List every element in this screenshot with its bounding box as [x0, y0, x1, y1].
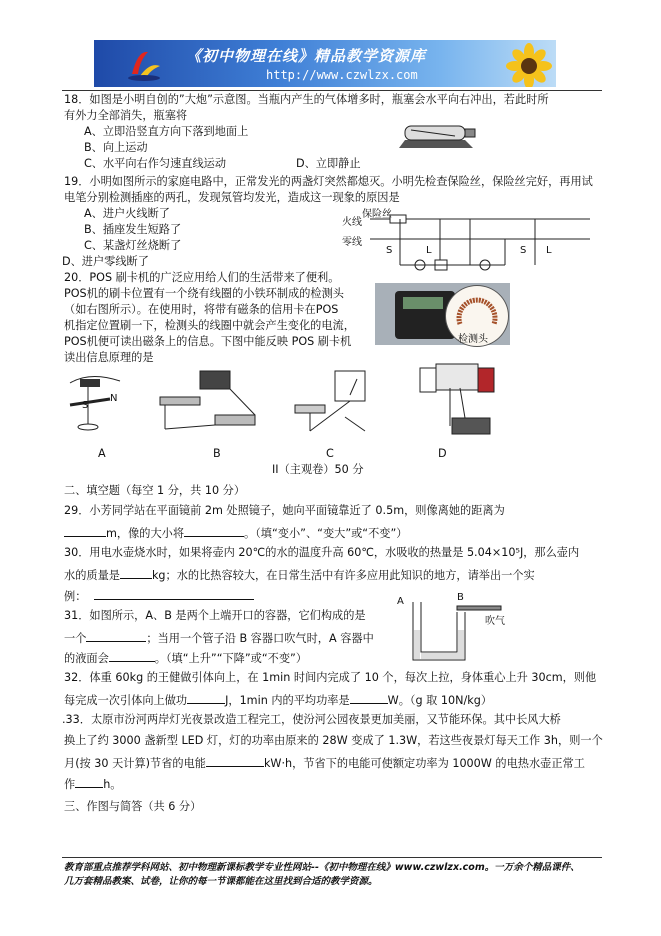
- q19-option-a: A、进户火线断了: [84, 207, 170, 220]
- q31-line2: [64, 630, 374, 646]
- q18-option-d: D、立即静止: [296, 157, 361, 170]
- banner-url: http://www.czwlzx.com: [266, 68, 418, 82]
- q32-blank-1[interactable]: [187, 692, 225, 704]
- q29-line1: 29．小芳同学站在平面镜前 2m 处照镜子，她向平面镜靠近了 0.5m，则像离她的距离为: [64, 504, 505, 517]
- q20-line5: POS机便可读出磁条上的信息。下图中能反映 POS 刷卡机: [64, 335, 352, 348]
- q30-line3: [64, 588, 254, 604]
- coil-icon: [454, 294, 500, 330]
- option-b-figure: [155, 365, 270, 440]
- option-c-figure: [285, 365, 380, 440]
- q20-line2: POS机的刷卡位置有一个绕有线圈的小铁环制成的检测头: [64, 287, 344, 300]
- q30-blank-2[interactable]: [94, 588, 254, 600]
- fuse-label: 保险丝: [362, 209, 392, 220]
- q32-line2-a: 每完成一次引体向上做功: [64, 694, 188, 707]
- footer-line2: 几万套精品教案、试卷，让你的每一节课都能在这里找到合适的教学资源。: [64, 876, 378, 887]
- header-banner: [94, 40, 556, 87]
- switch-label-2: S: [520, 245, 527, 256]
- detector-label: 检测头: [458, 334, 488, 345]
- q31-line2-b: ；当用一个管子沿 B 容器口吹气时，A 容器中: [146, 632, 374, 645]
- q31-line3-a: 的液面会: [64, 652, 109, 665]
- q31-line3-b: 。（填“上升”“下降”或“不变”）: [154, 652, 308, 665]
- q32-line2-c: W。（g 取 10N/kg）: [387, 694, 493, 707]
- footer-line1: 教育部重点推荐学科网站、初中物理新课标教学专业性网站--《初中物理在线》www.czwlzx.com。一万余个精品课件、: [64, 862, 580, 873]
- q30-line2: [64, 567, 535, 583]
- blow-label: 吹气: [485, 616, 505, 627]
- q19-option-c: C、某盏灯丝烧断了: [84, 239, 182, 252]
- q31-blank-2[interactable]: [109, 650, 155, 662]
- q19-stem-line2: 电笔分别检测插座的两孔，发现氖管均发光，造成这一现象的原因是: [64, 191, 400, 204]
- q31-line1: 31．如图所示，A、B 是两个上端开口的容器，它们构成的是: [64, 609, 366, 622]
- pole-n: N: [110, 393, 118, 404]
- vessel-b-label: B: [457, 592, 464, 603]
- banner-title: 《初中物理在线》精品教学资源库: [186, 47, 427, 65]
- pole-s: S: [82, 400, 89, 411]
- q32-blank-2[interactable]: [350, 692, 388, 704]
- lamp-label: L: [426, 245, 432, 256]
- q30-line1: 30．用电水壶烧水时，如果将壶内 20℃的水的温度升高 60℃，水吸收的热量是 5.04×10⁵J，那么壶内: [64, 546, 580, 559]
- q33-line3: [64, 755, 585, 771]
- section3-heading: 三、作图与简答（共 6 分）: [64, 800, 202, 813]
- lamp-label-2: L: [546, 245, 552, 256]
- option-a-figure: [60, 365, 150, 440]
- q30-blank-1[interactable]: [120, 567, 152, 579]
- q19-stem-line1: 19．小明如图所示的家庭电路中，正常发光的两盏灯突然都熄灭。小明先检查保险丝，保险丝完好，再用试: [64, 175, 593, 188]
- switch-label: S: [386, 245, 393, 256]
- q19-option-b: B、插座发生短路了: [84, 223, 182, 236]
- q20-line1: 20．POS 刷卡机的广泛应用给人们的生活带来了便利。: [64, 271, 340, 284]
- q19-option-d: D、进户零线断了: [62, 255, 149, 268]
- option-c-label: C: [326, 447, 334, 460]
- header-rule: [62, 90, 602, 91]
- q29-line2: [64, 525, 407, 541]
- q33-line3-a: 月(按 30 天计算)节省的电能: [64, 757, 206, 770]
- q18-option-a: A、立即沿竖直方向下落到地面上: [84, 125, 249, 138]
- q20-line4: 机指定位置刷一下，检测头的线圈中就会产生变化的电流，: [64, 319, 355, 332]
- q31-line3: [64, 650, 307, 666]
- live-wire-label: 火线: [342, 217, 362, 228]
- q18-option-c: C、水平向右作匀速直线运动: [84, 157, 227, 170]
- option-d-label: D: [438, 447, 447, 460]
- q33-line1: .33．太原市汾河两岸灯光夜景改造工程完工，使汾河公园夜景更加美丽，又节能环保。其中长风大桥: [62, 713, 561, 726]
- q30-line2-b: kg；水的比热容较大，在日常生活中有许多应用此知识的地方，请举出一个实: [151, 569, 535, 582]
- q29-blank-2[interactable]: [184, 525, 244, 537]
- neutral-wire-label: 零线: [342, 237, 362, 248]
- q18-stem-line1: 18．如图是小明自创的”大炮”示意图。当瓶内产生的气体增多时，瓶塞会水平向右冲出，若此时所: [64, 93, 549, 106]
- q29-blank-1[interactable]: [64, 525, 106, 537]
- q32-line2: [64, 692, 492, 708]
- vessel-a-label: A: [397, 596, 404, 607]
- compass-magnet-drawing: [60, 365, 150, 440]
- q20-line3: （如右图所示）。在使用时，将带有磁条的信用卡在POS: [64, 303, 339, 316]
- footer-rule: [62, 857, 602, 858]
- q29-line2-a: m，像的大小将: [106, 527, 185, 540]
- q32-line2-b: J，1min 内的平均功率是: [225, 694, 350, 707]
- q18-cannon-figure: [395, 118, 485, 154]
- option-a-label: A: [98, 447, 106, 460]
- pos-screen: [403, 297, 443, 309]
- q29-line2-b: 。（填“变小”、“变大”或“不变”）: [244, 527, 408, 540]
- q18-stem-line2: 有外力全部消失，瓶塞将: [64, 109, 188, 122]
- part2-heading: II（主观卷）50 分: [272, 463, 364, 476]
- q32-line1: 32．体重 60kg 的王健做引体向上，在 1min 时间内完成了 10 个，每次上拉，身体重心上升 30cm，则他: [64, 671, 597, 684]
- vessels-drawing: [395, 592, 525, 667]
- option-b-label: B: [213, 447, 221, 460]
- q31-connected-vessels-figure: [395, 592, 525, 667]
- option-d-figure: [410, 358, 505, 443]
- q30-line3-a: 例：: [64, 590, 87, 603]
- q33-line2: 换上了约 3000 盏新型 LED 灯，灯的功率由原来的 28W 变成了 1.3W，若这些夜景灯每天工作 3h，则一个: [64, 734, 603, 747]
- q31-blank-1[interactable]: [86, 630, 146, 642]
- q33-blank-2[interactable]: [75, 776, 103, 788]
- detector-head-inset: [445, 285, 509, 347]
- q33-line4: [64, 776, 121, 792]
- q33-blank-1[interactable]: [206, 755, 264, 767]
- q19-circuit-figure: [340, 205, 600, 280]
- q33-line4-b: h。: [103, 778, 122, 791]
- sunflower-icon: [499, 40, 556, 87]
- q30-line2-a: 水的质量是: [64, 569, 120, 582]
- section2-heading: 二、填空题（每空 1 分，共 10 分）: [64, 484, 246, 497]
- q20-line6: 读出信息原理的是: [64, 351, 154, 364]
- q33-line4-a: 作: [64, 778, 76, 791]
- q31-line2-a: 一个: [64, 632, 87, 645]
- q18-option-b: B、向上运动: [84, 141, 148, 154]
- q33-line3-b: kW·h，节省下的电能可使额定功率为 1000W 的电热水壶正常工: [263, 757, 585, 770]
- site-logo-icon: [124, 44, 164, 84]
